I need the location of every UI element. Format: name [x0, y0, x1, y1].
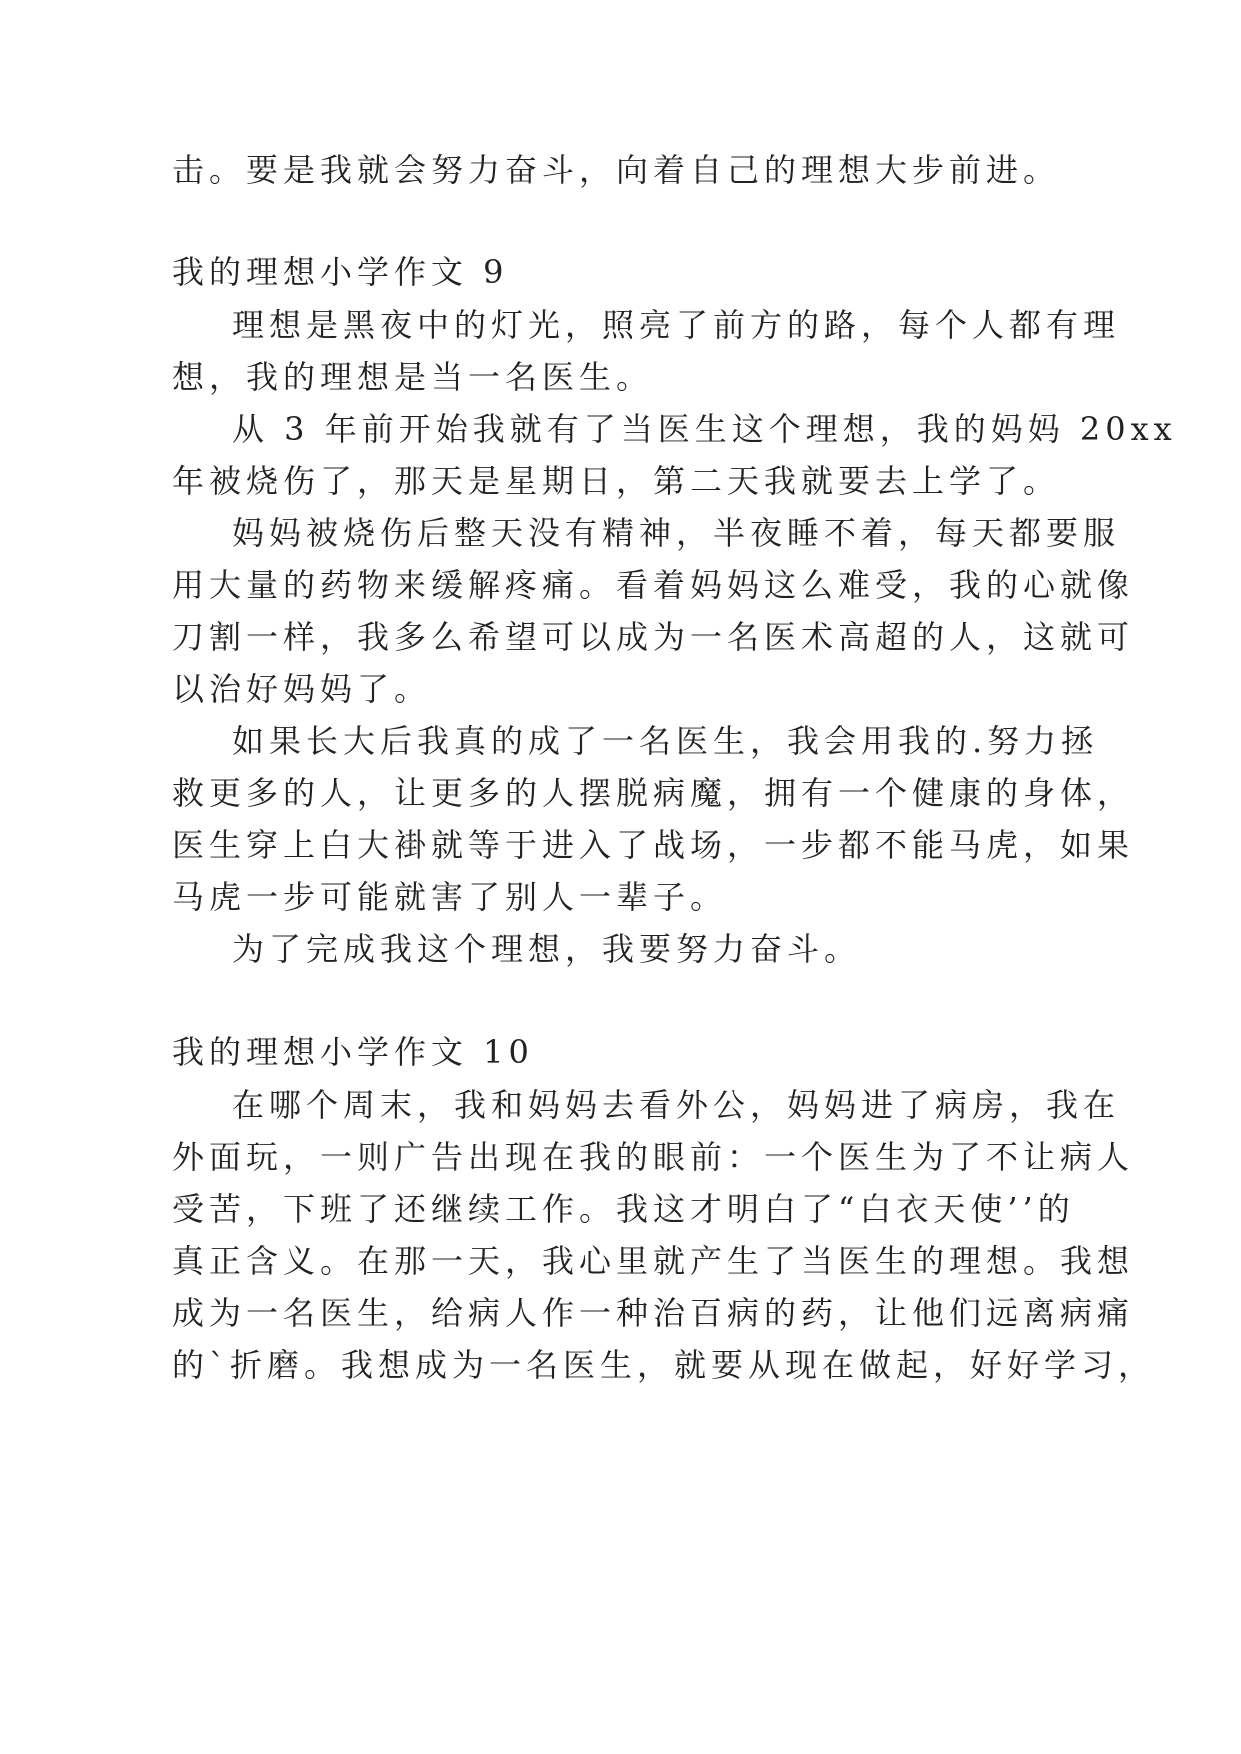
paragraph-line: 外面玩，一则广告出现在我的眼前：一个医生为了不让病人: [172, 1138, 1135, 1176]
paragraph-line: 为了完成我这个理想，我要努力奋斗。: [232, 930, 862, 968]
paragraph-line: 真正含义。在那一天，我心里就产生了当医生的理想。我想: [172, 1242, 1135, 1280]
essay-title: 我的理想小学作文 10: [172, 1033, 534, 1071]
essay-title: 我的理想小学作文 9: [172, 253, 509, 291]
paragraph-line: 的`折磨。我想成为一名医生，就要从现在做起，好好学习，: [172, 1346, 1156, 1384]
paragraph-line: 理想是黑夜中的灯光，照亮了前方的路，每个人都有理: [232, 306, 1121, 344]
paragraph-line: 马虎一步可能就害了别人一辈子。: [172, 878, 728, 916]
paragraph-line: 以治好妈妈了。: [172, 670, 432, 708]
paragraph-line: 年被烧伤了，那天是星期日，第二天我就要去上学了。: [172, 462, 1061, 500]
paragraph-line: 成为一名医生，给病人作一种治百病的药，让他们远离病痛: [172, 1294, 1135, 1332]
paragraph-line: 击。要是我就会努力奋斗，向着自己的理想大步前进。: [172, 151, 1061, 189]
paragraph-line: 想，我的理想是当一名医生。: [172, 358, 654, 396]
paragraph-line: 妈妈被烧伤后整天没有精神，半夜睡不着，每天都要服: [232, 514, 1121, 552]
paragraph-line: 医生穿上白大褂就等于进入了战场，一步都不能马虎，如果: [172, 826, 1135, 864]
paragraph-line: 用大量的药物来缓解疼痛。看着妈妈这么难受，我的心就像: [172, 566, 1135, 604]
paragraph-line: 受苦，下班了还继续工作。我这才明白了“白衣天使’’的: [172, 1190, 1075, 1228]
paragraph-line: 在哪个周末，我和妈妈去看外公，妈妈进了病房，我在: [232, 1086, 1121, 1124]
paragraph-line: 刀割一样，我多么希望可以成为一名医术高超的人，这就可: [172, 618, 1135, 656]
paragraph-line: 救更多的人，让更多的人摆脱病魔，拥有一个健康的身体，: [172, 774, 1135, 812]
paragraph-line: 如果长大后我真的成了一名医生，我会用我的.努力拯: [232, 722, 1099, 760]
paragraph-line: 从 3 年前开始我就有了当医生这个理想，我的妈妈 20xx: [232, 410, 1177, 448]
